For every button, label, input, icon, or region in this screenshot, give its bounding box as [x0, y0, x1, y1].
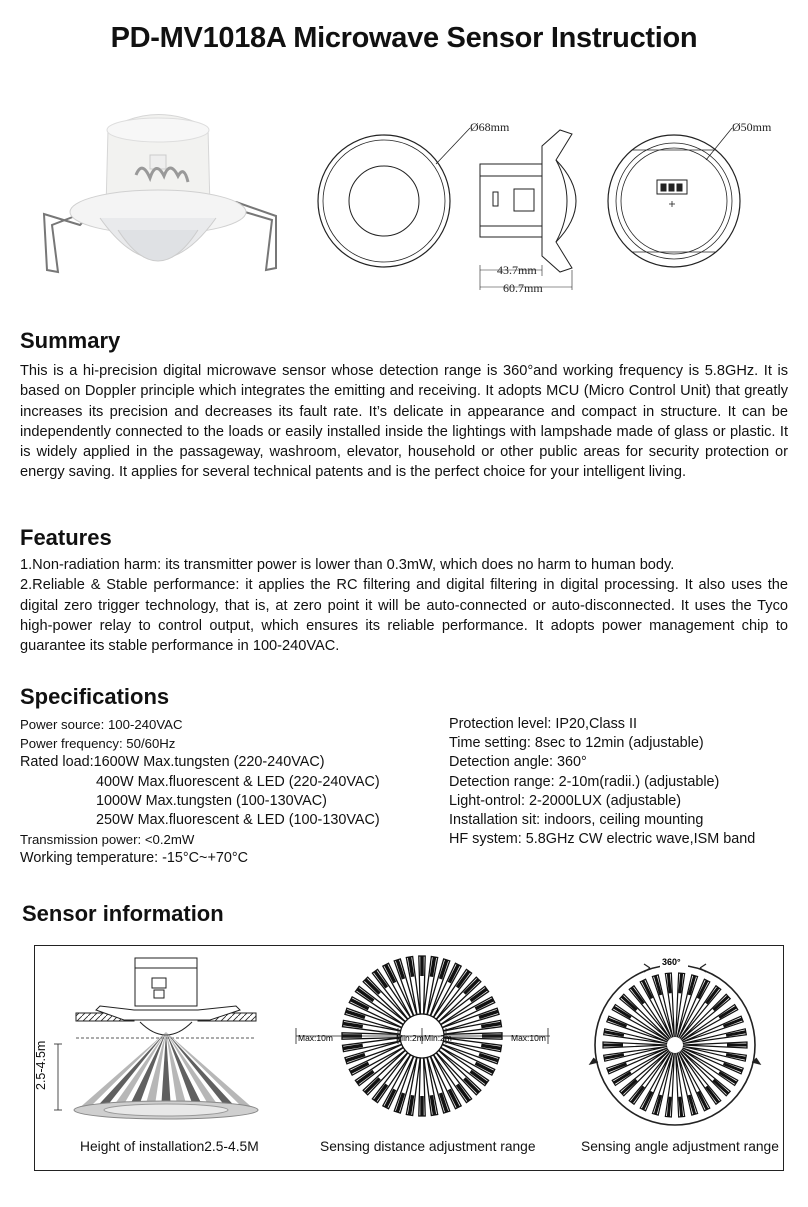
max-left-label: Max:10m — [298, 1033, 333, 1043]
back-view-drawing — [608, 128, 740, 267]
spec-working-temperature: Working temperature: -15°C~+70°C — [20, 850, 249, 867]
spec-time-setting: Time setting: 8sec to 12min (adjustable) — [449, 735, 704, 752]
front-diameter-label: Ø68mm — [470, 120, 510, 134]
spec-rated-load: 250W Max.fluorescent & LED (100-130VAC) — [96, 812, 380, 829]
max-right-label: Max:10m — [511, 1033, 546, 1043]
caption-distance: Sensing distance adjustment range — [320, 1139, 536, 1154]
height-label: 2.5-4.5m — [34, 1040, 48, 1090]
caption-angle: Sensing angle adjustment range — [581, 1139, 779, 1154]
feature-item: 1.Non-radiation harm: its transmitter power is lower than 0.3mW, which does no harm to human body. — [20, 557, 675, 573]
front-view-drawing — [318, 128, 470, 267]
specs-right — [449, 715, 755, 849]
features-list — [20, 555, 788, 656]
sensor-information-heading: Sensor information — [22, 901, 224, 926]
min-right-label: Min:2m — [424, 1033, 452, 1043]
caption-height: Height of installation2.5-4.5M — [80, 1139, 259, 1154]
specifications-heading: Specifications — [20, 684, 170, 709]
spec-hf-system: HF system: 5.8GHz CW electric wave,ISM band — [449, 831, 756, 848]
sensing-distance-diagram — [286, 950, 554, 1130]
product-drawings — [0, 88, 808, 303]
angle-label: 360° — [662, 957, 681, 967]
min-left-label: Min:2m — [396, 1033, 424, 1043]
back-diameter-label: Ø50mm — [732, 120, 772, 134]
spec-detection-angle: Detection angle: 360° — [449, 754, 587, 771]
spec-rated-load: 400W Max.fluorescent & LED (220-240VAC) — [96, 773, 380, 790]
spec-rated-load: Rated load:1600W Max.tungsten (220-240VAC) — [20, 754, 325, 771]
summary-text: This is a hi-precision digital microwave sensor whose detection range is 360°and working frequency is 5.8GHz. It is based on Doppler principle which integrates the emitting and receiving. It adopts MCU (Micro Control Unit) that greatly increases its precision and decreases its fault rate. It’s delicate in appearance and compact in structure. It can be independently connected to the loads or easily installed inside the lightings with lampshade made of glass or plastic. It is widely applied in the passageway, washroom, elevator, household or other public areas for security protection or energy saving. It applies for several technical patents and is the perfect choice for your intelligent living. — [20, 363, 788, 481]
spec-installation-site: Installation sit: indoors, ceiling mounting — [449, 812, 704, 829]
summary-heading: Summary — [20, 328, 121, 353]
spec-detection-range: Detection range: 2-10m(radii.) (adjustable) — [449, 773, 720, 790]
spec-protection-level: Protection level: IP20,Class II — [449, 716, 637, 732]
installation-height-diagram — [40, 950, 280, 1125]
product-photo — [44, 114, 276, 272]
features-heading: Features — [20, 525, 112, 550]
sensing-angle-diagram — [580, 950, 770, 1130]
spec-transmission-power: Transmission power: <0.2mW — [20, 832, 195, 848]
page-title: PD-MV1018A Microwave Sensor Instruction — [110, 22, 698, 54]
spec-light-control: Light-ontrol: 2-2000LUX (adjustable) — [449, 792, 681, 809]
spec-power-source: Power source: 100-240VAC — [20, 717, 183, 732]
total-depth-label: 60.7mm — [503, 281, 543, 295]
inner-depth-label: 43.7mm — [497, 263, 537, 277]
spec-power-frequency: Power frequency: 50/60Hz — [20, 736, 176, 752]
spec-rated-load: 1000W Max.tungsten (100-130VAC) — [96, 792, 327, 809]
feature-item: 2.Reliable & Stable performance: it applies the RC filtering and digital filtering in digital processing. It also uses the digital zero trigger technology, that is, at zero point it will be auto-connected or auto-disconnected. It uses the Tyco high-power relay to control output, which ensures its reliable performance. It adopts power management chip to guarantee its stable performance in 100-240VAC. — [20, 577, 788, 655]
specs-left — [20, 715, 380, 869]
